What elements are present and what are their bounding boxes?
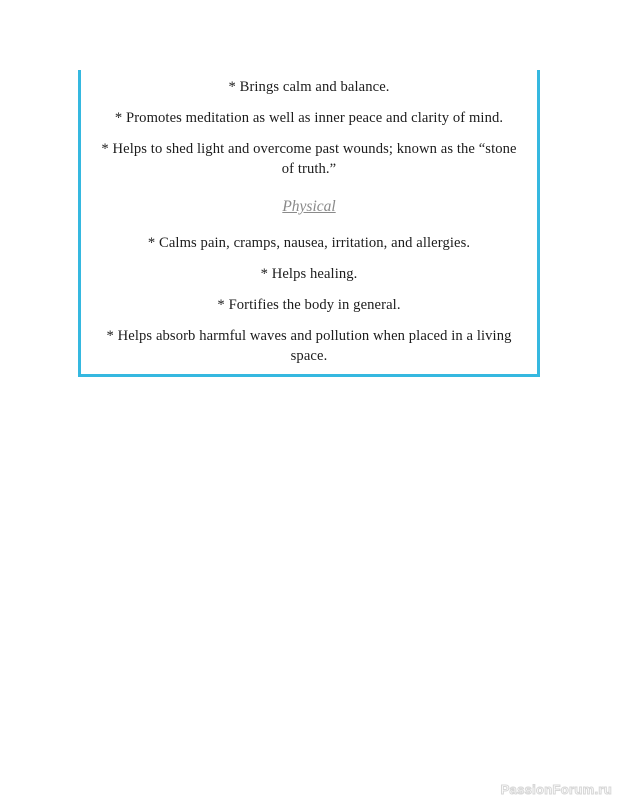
watermark: PassionForum.ru [500,782,612,797]
bullet-item: * Fortifies the body in general. [217,297,401,313]
bullet-item: * Promotes meditation as well as inner peace and clarity of mind. [114,110,504,126]
content-box [78,70,540,377]
section-heading-physical: Physical [282,198,336,215]
bullet-item: * Helps absorb harmful waves and pollution when placed in a living space. [106,328,512,364]
bullet-item: * Helps to shed light and overcome past wounds; known as the “stone of truth.” [101,141,517,177]
bullet-item: * Brings calm and balance. [228,79,390,95]
bullet-item: * Calms pain, cramps, nausea, irritation, and allergies. [147,235,471,251]
bullet-item: * Helps healing. [260,266,358,282]
